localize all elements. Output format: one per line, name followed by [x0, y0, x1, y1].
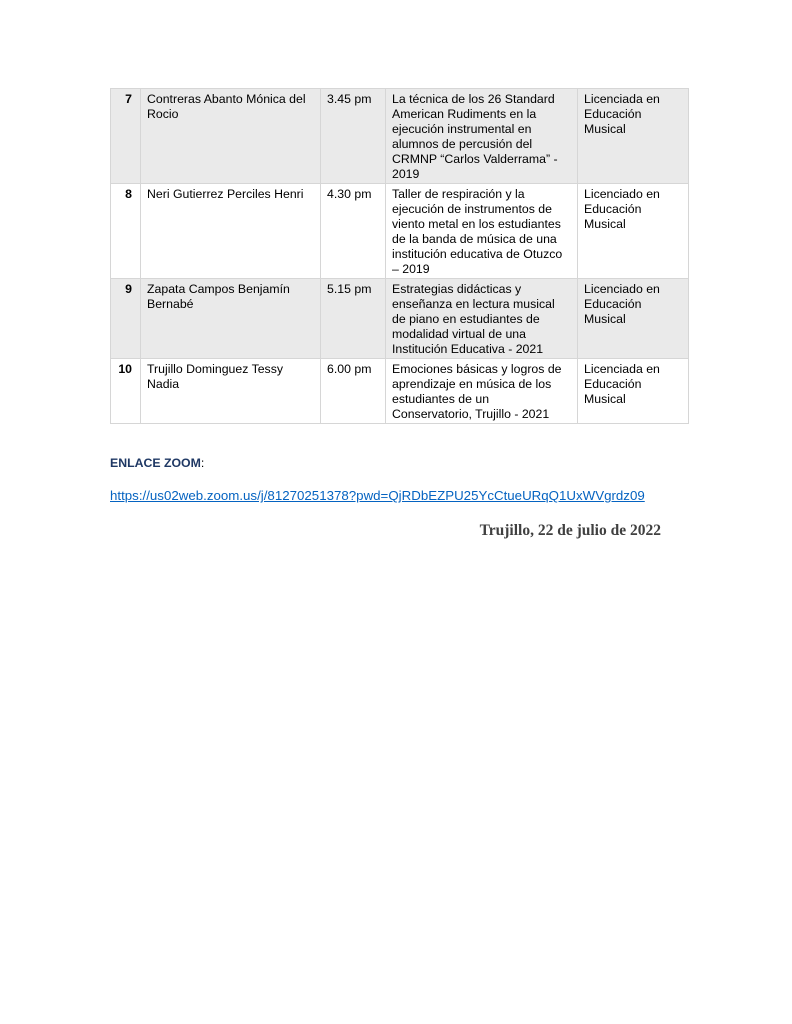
thesis-title: La técnica de los 26 Standard American Rudiments en la ejecución instrumental en alumnos de percusión del CRMNP “Carlos Valderrama” - 2019: [386, 89, 578, 184]
document-date: Trujillo, 22 de julio de 2022: [479, 522, 661, 539]
degree: Licenciada en Educación Musical: [578, 89, 689, 184]
thesis-title: Taller de respiración y la ejecución de instrumentos de viento metal en los estudiantes de la banda de música de una institución educativa de Otuzco – 2019: [386, 184, 578, 279]
student-name: Neri Gutierrez Perciles Henri: [141, 184, 321, 279]
zoom-link-heading: [110, 456, 204, 470]
degree: Licenciado en Educación Musical: [578, 184, 689, 279]
defense-time: 5.15 pm: [321, 279, 386, 359]
table-row: [111, 89, 689, 184]
defense-time: 4.30 pm: [321, 184, 386, 279]
thesis-title: Estrategias didácticas y enseñanza en lectura musical de piano en estudiantes de modalidad virtual de una Institución Educativa - 2021: [386, 279, 578, 359]
row-number: 7: [111, 89, 141, 184]
defense-time: 3.45 pm: [321, 89, 386, 184]
table-row: [111, 359, 689, 424]
zoom-heading-text: ENLACE ZOOM: [110, 456, 201, 470]
defense-time: 6.00 pm: [321, 359, 386, 424]
thesis-title: Emociones básicas y logros de aprendizaje en música de los estudiantes de un Conservatorio, Trujillo - 2021: [386, 359, 578, 424]
student-name: Contreras Abanto Mónica del Rocio: [141, 89, 321, 184]
table-row: [111, 184, 689, 279]
degree: Licenciado en Educación Musical: [578, 279, 689, 359]
student-name: Zapata Campos Benjamín Bernabé: [141, 279, 321, 359]
degree: Licenciada en Educación Musical: [578, 359, 689, 424]
defense-schedule-table: [110, 88, 689, 424]
row-number: 9: [111, 279, 141, 359]
row-number: 8: [111, 184, 141, 279]
table-row: [111, 279, 689, 359]
row-number: 10: [111, 359, 141, 424]
zoom-heading-colon: :: [200, 456, 205, 470]
student-name: Trujillo Dominguez Tessy Nadia: [141, 359, 321, 424]
zoom-meeting-link[interactable]: https://us02web.zoom.us/j/81270251378?pwd=QjRDbEZPU25YcCtueURqQ1UxWVgrdz09: [110, 488, 645, 503]
